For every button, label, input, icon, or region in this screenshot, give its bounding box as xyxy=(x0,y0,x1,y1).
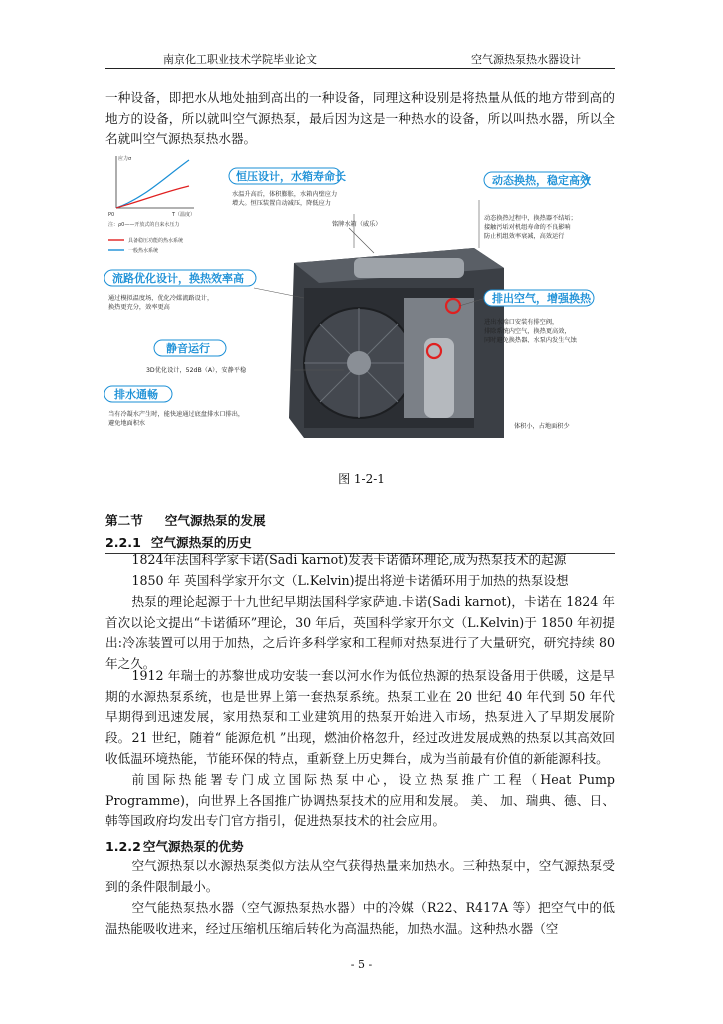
graph-pressure-note: 注：ρ0——开放式的自来水压力 xyxy=(108,222,180,228)
callout-dynamic-desc-2: 接触污垢对机组寿命的不良影响 xyxy=(484,224,571,231)
legend-blue-label: 一般热水系统 xyxy=(128,248,159,254)
callout-flow-title: 流路优化设计，换热效率高 xyxy=(112,272,244,285)
callout-silent-desc: 3D优化设计，52dB（A），安静平稳 xyxy=(146,367,247,374)
callout-drain-desc-2: 避免地面积水 xyxy=(108,420,146,427)
graph-x-label: T（温度） xyxy=(172,212,196,218)
callout-constant-pressure xyxy=(229,168,346,207)
graph-y-label: 应力σ xyxy=(118,156,132,162)
history-paragraph-3: 热泵的理论起源于十九世纪早期法国科学家萨迪.卡诺(Sadi karnot)，卡诺在 1824 年首次以论文提出“卡诺循环”理论，30 年后，英国科学家开尔文（L.Kelvin)于 1850 年初提出:冷冻装置可以用于加热，之后许多科学家和工程师对热泵进行了大量研究，研究持续 80 年之久。 xyxy=(105,594,615,671)
heat-pump-figure xyxy=(104,148,616,438)
callout-flow xyxy=(104,270,256,311)
callout-dynamic xyxy=(484,172,591,240)
subsection-advantage-title: 空气源热泵的优势 xyxy=(142,839,244,854)
section-heading xyxy=(105,510,266,529)
callout-exhaust-desc-2: 排除系统内空气，换热更高效， xyxy=(484,328,571,335)
history-paragraph-5: 21 世纪，随着“ 能源危机 ”出现，燃油价格忽升，经过改进发展成熟的热泵以其高效回收低温环境热能，节能环保的特点，重新登上历史舞台，成为当前最有价值的新能源科技。 xyxy=(105,730,615,766)
callout-exhaust-desc-1: 进出水端口安装有排空阀， xyxy=(484,319,559,326)
heat-pump-unit-illustration xyxy=(289,248,504,438)
callout-constant-pressure-desc-1: 水温升高后，体积膨胀，水箱内壁应力 xyxy=(232,191,338,198)
figure-legend xyxy=(108,237,183,254)
history-paragraph-1: 1824年法国科学家卡诺(Sadi karnot)发表卡诺循环理论,成为热泵技术的起源 xyxy=(131,552,567,567)
intro-paragraph: 一种设备，即把水从地处抽到高出的一种设备，同理这种设别是将热量从低的地方带到高的地方的设备，所以就叫空气源热泵，最后因为这是一种热水的设备，所以叫热水器，所以全名就叫空气源热泵热水器。 xyxy=(105,90,615,146)
callout-flow-desc-1: 通过模拟温度场，优化冷媒流路设计， xyxy=(108,295,214,302)
callout-constant-pressure-desc-2: 增大。恒压装置自动减压，降低应力 xyxy=(232,200,331,207)
header-school: 南京化工职业技术学院毕业论文 xyxy=(163,53,317,66)
figure-caption: 图 1-2-1 xyxy=(338,472,385,486)
legend-red-label: 具备稳压功能的热水系统 xyxy=(128,238,184,244)
header-topic: 空气源热泵热水器设计 xyxy=(471,53,581,66)
callout-silent xyxy=(146,340,247,374)
callout-drain xyxy=(104,386,244,427)
subsection-history-title: 空气源热泵的历史 xyxy=(150,535,252,550)
page-number: - 5 - xyxy=(350,958,373,971)
callout-small-size: 体积小，占地面积少 xyxy=(514,423,570,430)
page-header xyxy=(105,46,615,69)
callout-constant-pressure-title: 恒压设计，水箱寿命长 xyxy=(236,170,346,183)
callout-exhaust-title: 排出空气，增强换热 xyxy=(492,292,591,305)
stress-temperature-graph xyxy=(108,155,195,228)
callout-dynamic-desc-1: 动态换热过程中，换热器不结垢； xyxy=(484,215,577,222)
subsection-advantage-number: 1.2.2 xyxy=(105,839,141,854)
callout-drain-desc-1: 当有冷凝水产生时，能快速通过底盘排水口排出， xyxy=(108,411,245,418)
advantage-paragraph-1: 空气源热泵以水源热泵类似方法从空气获得热量来加热水。三种热泵中，空气源热泵受到的条件限制最小。 xyxy=(105,858,615,894)
callout-flow-desc-2: 换热更充分，效率更高 xyxy=(108,304,170,311)
section-title: 空气源热泵的发展 xyxy=(164,513,266,528)
subsection-heading-advantage xyxy=(105,836,615,857)
callout-dynamic-desc-3: 防止机组效率衰减，高效运行 xyxy=(484,233,565,240)
section-number: 第二节 xyxy=(105,513,143,528)
callout-exhaust-desc-3: 同时避免换热器、水泵内发生气蚀 xyxy=(484,337,577,344)
history-paragraph-4: 1912 年瑞士的苏黎世成功安装一套以河水作为低位热源的热泵设备用于供暖，这是早期的水源热泵系统，也是世界上第一套热泵系统。热泵工业在 20 世纪 40 年代到 50 年代早期得到迅速发展，家用热泵和工业建筑用的热泵开始进入市场，热泵进入了早期发展阶段。 xyxy=(105,668,615,745)
callout-dynamic-title: 动态换热，稳定高效 xyxy=(492,174,591,187)
callout-nameplate: 铭牌水箱（威乐） xyxy=(332,221,382,228)
history-paragraph-2: 1850 年 英国科学家开尔文（L.Kelvin)提出将逆卡诺循环用于加热的热泵设想 xyxy=(131,573,569,588)
subsection-history-number: 2.2.1 xyxy=(105,535,141,550)
graph-origin: P0 xyxy=(108,212,115,218)
callout-drain-title: 排水通畅 xyxy=(114,388,158,401)
callout-silent-title: 静音运行 xyxy=(166,342,210,355)
history-paragraph-6: 前国际热能署专门成立国际热泵中心，设立热泵推广工程（Heat Pump Programme)，向世界上各国推广协调热泵技术的应用和发展。 美、 加、瑞典、德、日、韩等国政府均发出专门官方指引，促进热泵技术的社会应用。 xyxy=(105,772,615,828)
advantage-paragraph-2: 空气能热泵热水器（空气源热泵热水器）中的冷媒（R22、R417A 等）把空气中的低温热能吸收进来，经过压缩机压缩后转化为高温热能，加热水温。这种热水器（空 xyxy=(105,900,615,936)
